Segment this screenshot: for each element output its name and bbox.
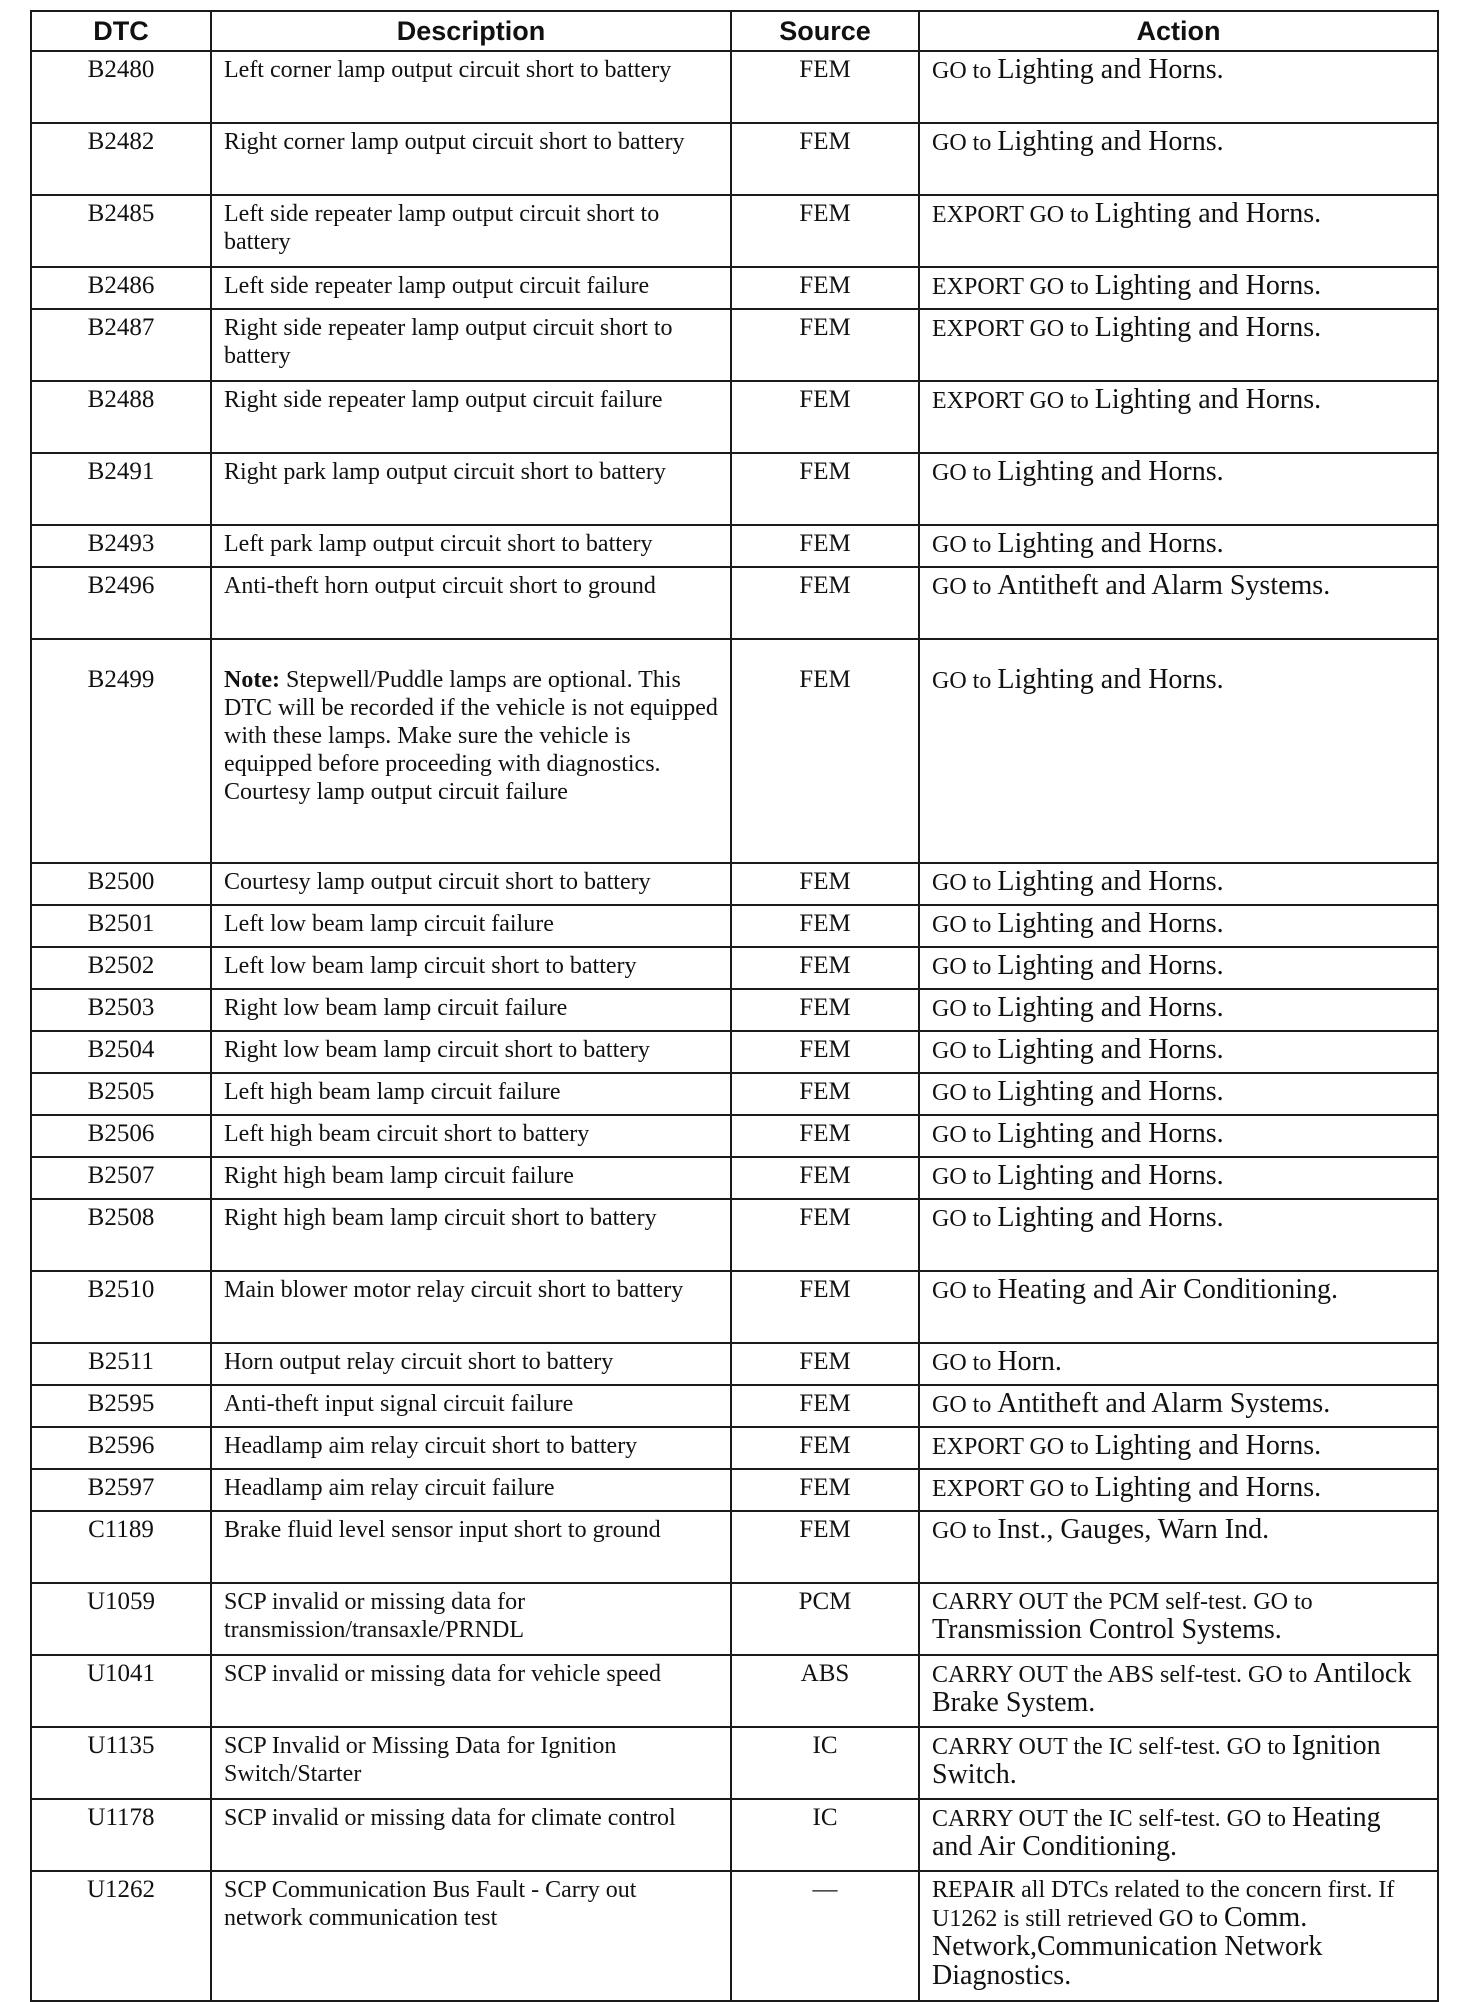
dtc-source: FEM	[731, 863, 919, 905]
table-row	[31, 1343, 1438, 1385]
table-row	[31, 381, 1438, 453]
table-row	[31, 1073, 1438, 1115]
action-link[interactable]: Lighting and Horns.	[997, 456, 1224, 487]
dtc-description: Brake fluid level sensor input short to ground	[211, 1511, 731, 1583]
note-label: Note:	[224, 667, 280, 693]
dtc-action	[919, 51, 1438, 123]
action-link[interactable]: Antitheft and Alarm Systems.	[997, 1388, 1331, 1419]
dtc-description: SCP invalid or missing data for vehicle speed	[211, 1655, 731, 1727]
dtc-source: FEM	[731, 1385, 919, 1427]
dtc-action	[919, 639, 1438, 863]
table-row	[31, 1871, 1438, 2001]
dtc-action	[919, 1115, 1438, 1157]
table-row	[31, 1511, 1438, 1583]
action-text: CARRY OUT the IC self-test. GO to	[932, 1806, 1292, 1832]
dtc-action	[919, 453, 1438, 525]
table-row	[31, 1385, 1438, 1427]
table-row	[31, 947, 1438, 989]
dtc-source: FEM	[731, 1073, 919, 1115]
dtc-source: IC	[731, 1799, 919, 1871]
action-text: EXPORT GO to	[932, 1434, 1095, 1460]
table-row	[31, 267, 1438, 309]
note-text: Stepwell/Puddle lamps are optional. This DTC will be recorded if the vehicle is not equipped with these lamps. Make sure the vehicle is equipped before proceeding with diagnostics.	[224, 667, 718, 777]
dtc-code: B2596	[31, 1427, 211, 1469]
dtc-description: Anti-theft input signal circuit failure	[211, 1385, 731, 1427]
dtc-source: FEM	[731, 123, 919, 195]
dtc-description: Courtesy lamp output circuit short to battery	[211, 863, 731, 905]
action-link[interactable]: Lighting and Horns.	[1094, 198, 1322, 229]
action-link[interactable]: Lighting and Horns.	[1094, 270, 1322, 301]
dtc-action	[919, 1157, 1438, 1199]
dtc-code: B2595	[31, 1385, 211, 1427]
table-row	[31, 1427, 1438, 1469]
action-text: GO to	[932, 58, 998, 84]
dtc-action	[919, 1583, 1438, 1655]
table-row	[31, 1271, 1438, 1343]
dtc-source: FEM	[731, 1031, 919, 1073]
action-text: EXPORT GO to	[932, 202, 1095, 228]
dtc-code: U1041	[31, 1655, 211, 1727]
dtc-description: Left side repeater lamp output circuit failure	[211, 267, 731, 309]
action-link[interactable]: Heating and Air Conditioning.	[997, 1274, 1338, 1305]
dtc-description: Right side repeater lamp output circuit failure	[211, 381, 731, 453]
dtc-code: U1135	[31, 1727, 211, 1799]
dtc-source: PCM	[731, 1583, 919, 1655]
dtc-source: FEM	[731, 1157, 919, 1199]
table-row	[31, 51, 1438, 123]
table-row	[31, 567, 1438, 639]
dtc-code: B2496	[31, 567, 211, 639]
action-link[interactable]: Horn.	[997, 1346, 1062, 1377]
dtc-source: FEM	[731, 1271, 919, 1343]
dtc-action	[919, 1343, 1438, 1385]
dtc-description: Left high beam lamp circuit failure	[211, 1073, 731, 1115]
table-row	[31, 525, 1438, 567]
dtc-source: FEM	[731, 947, 919, 989]
action-link[interactable]: Lighting and Horns.	[1094, 312, 1322, 343]
dtc-code: B2504	[31, 1031, 211, 1073]
dtc-description: Main blower motor relay circuit short to battery	[211, 1271, 731, 1343]
dtc-code: U1059	[31, 1583, 211, 1655]
action-link[interactable]: Lighting and Horns.	[997, 664, 1224, 695]
dtc-code: B2480	[31, 51, 211, 123]
action-link[interactable]: Lighting and Horns.	[997, 54, 1224, 85]
table-row	[31, 1727, 1438, 1799]
dtc-source: FEM	[731, 989, 919, 1031]
dtc-description: Headlamp aim relay circuit short to battery	[211, 1427, 731, 1469]
action-text: EXPORT GO to	[932, 1476, 1095, 1502]
dtc-code: B2487	[31, 309, 211, 381]
table-row	[31, 1469, 1438, 1511]
action-link[interactable]: Lighting and Horns.	[997, 1076, 1224, 1107]
dtc-action	[919, 947, 1438, 989]
action-link[interactable]: Lighting and Horns.	[997, 866, 1224, 897]
table-row	[31, 123, 1438, 195]
action-text: CARRY OUT the PCM self-test. GO to	[932, 1589, 1313, 1615]
action-text: GO to	[932, 954, 998, 980]
dtc-action	[919, 525, 1438, 567]
dtc-source: FEM	[731, 1343, 919, 1385]
header-description: Description	[211, 11, 731, 51]
table-row	[31, 1031, 1438, 1073]
dtc-source: ABS	[731, 1655, 919, 1727]
dtc-description: Left corner lamp output circuit short to battery	[211, 51, 731, 123]
action-link[interactable]: Heating and Air Conditioning.	[932, 1802, 1381, 1862]
dtc-action	[919, 863, 1438, 905]
dtc-code: B2505	[31, 1073, 211, 1115]
dtc-code: B2510	[31, 1271, 211, 1343]
action-link[interactable]: Lighting and Horns.	[997, 1160, 1224, 1191]
dtc-description: Headlamp aim relay circuit failure	[211, 1469, 731, 1511]
dtc-source: FEM	[731, 51, 919, 123]
dtc-code: B2503	[31, 989, 211, 1031]
action-link[interactable]: Lighting and Horns.	[997, 992, 1224, 1023]
header-action: Action	[919, 11, 1438, 51]
table-row	[31, 1583, 1438, 1655]
dtc-action	[919, 1469, 1438, 1511]
dtc-code: B2493	[31, 525, 211, 567]
action-text: GO to	[932, 460, 998, 486]
action-link[interactable]: Lighting and Horns.	[997, 528, 1224, 559]
dtc-description	[211, 639, 731, 863]
dtc-source: FEM	[731, 1199, 919, 1271]
action-link[interactable]: Lighting and Horns.	[997, 1034, 1224, 1065]
dtc-action	[919, 123, 1438, 195]
dtc-description: Left low beam lamp circuit short to battery	[211, 947, 731, 989]
action-text: GO to	[932, 1080, 998, 1106]
action-text: GO to	[932, 1122, 998, 1148]
dtc-source: FEM	[731, 1511, 919, 1583]
action-text: GO to	[932, 1206, 998, 1232]
action-text: GO to	[932, 1164, 998, 1190]
action-text: GO to	[932, 912, 998, 938]
header-row	[31, 11, 1438, 51]
action-text: GO to	[932, 870, 998, 896]
dtc-source: FEM	[731, 267, 919, 309]
dtc-code: B2507	[31, 1157, 211, 1199]
dtc-action	[919, 1031, 1438, 1073]
dtc-action	[919, 1199, 1438, 1271]
action-text: GO to	[932, 574, 998, 600]
dtc-action	[919, 267, 1438, 309]
table-row	[31, 989, 1438, 1031]
dtc-description: Right high beam lamp circuit short to battery	[211, 1199, 731, 1271]
dtc-description: Right corner lamp output circuit short to battery	[211, 123, 731, 195]
action-text: GO to	[932, 1278, 998, 1304]
action-text: EXPORT GO to	[932, 316, 1095, 342]
action-text: GO to	[932, 532, 998, 558]
header-source: Source	[731, 11, 919, 51]
action-link[interactable]: Lighting and Horns.	[1094, 1472, 1322, 1503]
dtc-action	[919, 381, 1438, 453]
dtc-source: FEM	[731, 453, 919, 525]
dtc-source: FEM	[731, 905, 919, 947]
table-row	[31, 1115, 1438, 1157]
action-text: EXPORT GO to	[932, 388, 1095, 414]
dtc-code: B2482	[31, 123, 211, 195]
dtc-action	[919, 309, 1438, 381]
dtc-action	[919, 1799, 1438, 1871]
action-text: CARRY OUT the ABS self-test. GO to	[932, 1662, 1314, 1688]
action-link[interactable]: Comm. Network,Communication Network Diagnostics.	[932, 1902, 1323, 1991]
action-link[interactable]: Transmission Control Systems.	[932, 1614, 1282, 1645]
dtc-code: U1262	[31, 1871, 211, 2001]
action-text: REPAIR all DTCs related to the concern first. If U1262 is still retrieved GO to	[932, 1877, 1395, 1932]
dtc-code: B2501	[31, 905, 211, 947]
dtc-description: Right low beam lamp circuit failure	[211, 989, 731, 1031]
dtc-action	[919, 1511, 1438, 1583]
dtc-action	[919, 1271, 1438, 1343]
action-text: GO to	[932, 130, 998, 156]
action-link[interactable]: Lighting and Horns.	[997, 1202, 1224, 1233]
action-link[interactable]: Lighting and Horns.	[997, 126, 1224, 157]
table-row	[31, 1199, 1438, 1271]
dtc-description: Left low beam lamp circuit failure	[211, 905, 731, 947]
action-link[interactable]: Antitheft and Alarm Systems.	[997, 570, 1331, 601]
dtc-description: Right side repeater lamp output circuit short to battery	[211, 309, 731, 381]
dtc-description: SCP invalid or missing data for climate control	[211, 1799, 731, 1871]
dtc-code: B2488	[31, 381, 211, 453]
table-row	[31, 863, 1438, 905]
dtc-description: Right low beam lamp circuit short to battery	[211, 1031, 731, 1073]
dtc-code: B2597	[31, 1469, 211, 1511]
dtc-source: FEM	[731, 1469, 919, 1511]
dtc-action	[919, 1385, 1438, 1427]
dtc-source: FEM	[731, 1427, 919, 1469]
table-row	[31, 1157, 1438, 1199]
table-row	[31, 905, 1438, 947]
dtc-source: FEM	[731, 381, 919, 453]
dtc-source: FEM	[731, 525, 919, 567]
table-row	[31, 639, 1438, 863]
table-row	[31, 1799, 1438, 1871]
action-link[interactable]: Lighting and Horns.	[997, 908, 1224, 939]
dtc-source: FEM	[731, 567, 919, 639]
table-row	[31, 1655, 1438, 1727]
dtc-code: B2506	[31, 1115, 211, 1157]
dtc-description: Right high beam lamp circuit failure	[211, 1157, 731, 1199]
action-link[interactable]: Lighting and Horns.	[1094, 384, 1322, 415]
dtc-action	[919, 1655, 1438, 1727]
action-text: GO to	[932, 1518, 998, 1544]
action-text: CARRY OUT the IC self-test. GO to	[932, 1734, 1292, 1760]
dtc-code: B2502	[31, 947, 211, 989]
action-link[interactable]: Antilock Brake System.	[932, 1658, 1412, 1718]
dtc-code: B2511	[31, 1343, 211, 1385]
dtc-description: Left high beam circuit short to battery	[211, 1115, 731, 1157]
dtc-action	[919, 195, 1438, 267]
dtc-code: B2500	[31, 863, 211, 905]
table-row	[31, 195, 1438, 267]
dtc-source: FEM	[731, 309, 919, 381]
dtc-action	[919, 1871, 1438, 2001]
dtc-action	[919, 1727, 1438, 1799]
dtc-description: Anti-theft horn output circuit short to ground	[211, 567, 731, 639]
dtc-code: U1178	[31, 1799, 211, 1871]
dtc-action	[919, 1427, 1438, 1469]
dtc-code: B2508	[31, 1199, 211, 1271]
dtc-source: FEM	[731, 195, 919, 267]
dtc-action	[919, 989, 1438, 1031]
dtc-description: Horn output relay circuit short to battery	[211, 1343, 731, 1385]
header-dtc: DTC	[31, 11, 211, 51]
dtc-action	[919, 905, 1438, 947]
dtc-source: FEM	[731, 1115, 919, 1157]
dtc-action	[919, 567, 1438, 639]
action-text: GO to	[932, 668, 998, 694]
action-text: GO to	[932, 1038, 998, 1064]
action-text: GO to	[932, 1350, 998, 1376]
action-text: GO to	[932, 1392, 998, 1418]
dtc-table	[30, 10, 1439, 2002]
dtc-source: IC	[731, 1727, 919, 1799]
dtc-code: C1189	[31, 1511, 211, 1583]
action-text: EXPORT GO to	[932, 274, 1095, 300]
dtc-code: B2491	[31, 453, 211, 525]
action-link[interactable]: Inst., Gauges, Warn Ind.	[997, 1514, 1270, 1545]
dtc-code: B2486	[31, 267, 211, 309]
table-row	[31, 309, 1438, 381]
dtc-description: SCP Invalid or Missing Data for Ignition Switch/Starter	[211, 1727, 731, 1799]
dtc-description: SCP invalid or missing data for transmission/transaxle/PRNDL	[211, 1583, 731, 1655]
dtc-description: Left park lamp output circuit short to battery	[211, 525, 731, 567]
action-link[interactable]: Lighting and Horns.	[1094, 1430, 1322, 1461]
dtc-code: B2485	[31, 195, 211, 267]
dtc-source: FEM	[731, 639, 919, 863]
action-text: GO to	[932, 996, 998, 1022]
dtc-description: Right park lamp output circuit short to battery	[211, 453, 731, 525]
dtc-description: SCP Communication Bus Fault - Carry out network communication test	[211, 1871, 731, 2001]
action-link[interactable]: Lighting and Horns.	[997, 1118, 1224, 1149]
description-text: Courtesy lamp output circuit failure	[224, 779, 568, 805]
action-link[interactable]: Ignition Switch.	[932, 1730, 1381, 1790]
table-row	[31, 453, 1438, 525]
dtc-source: —	[731, 1871, 919, 2001]
action-link[interactable]: Lighting and Horns.	[997, 950, 1224, 981]
dtc-action	[919, 1073, 1438, 1115]
dtc-description: Left side repeater lamp output circuit short to battery	[211, 195, 731, 267]
dtc-code: B2499	[31, 639, 211, 863]
